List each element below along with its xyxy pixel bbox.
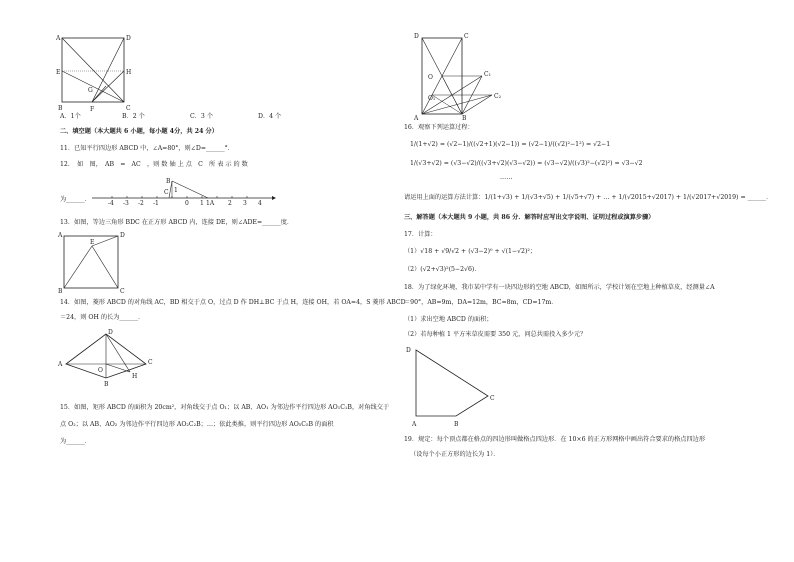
figure-q13 bbox=[58, 230, 128, 294]
fig1-label-f: F bbox=[90, 106, 95, 113]
question-12-line2: 为______． bbox=[60, 196, 91, 203]
question-16-eq1: 1/(1+√2) = (√2−1)/((√2+1)(√2−1)) = (√2−1)/((√2)²−1²) = √2−1 bbox=[410, 141, 611, 148]
q15-label-b: B bbox=[462, 115, 467, 122]
q14-label-b: B bbox=[104, 381, 109, 388]
question-17-title: 17．计算： bbox=[404, 231, 437, 238]
q15-label-o: O bbox=[428, 74, 433, 81]
question-13: 13．如图，等边三角形 BDC 在正方形 ABCD 内，连接 DE，则∠ADE=______度． bbox=[60, 219, 294, 226]
figure-q15 bbox=[410, 32, 505, 122]
question-15-line1: 15．如图，矩形 ABCD 的面积为 20cm²，对角线交于点 O₁；以 AB、AO₁ 为邻边作平行四边形 AO₁C₁B，对角线交于 bbox=[60, 404, 390, 411]
q13-label-b: B bbox=[58, 288, 63, 295]
q14-label-a: A bbox=[58, 361, 63, 368]
numberline-tick: -2 bbox=[138, 200, 144, 207]
numberline-tick: 0 bbox=[185, 200, 189, 207]
question-17-part1: （1）√18 + √9/√2 + (√3−2)⁰ + √(1−√2)²； bbox=[404, 248, 537, 255]
numberline-label-b: B bbox=[166, 178, 171, 185]
q14-label-d: D bbox=[108, 329, 113, 336]
q15-label-d: D bbox=[414, 33, 419, 40]
question-15-line3: 为______． bbox=[60, 438, 91, 445]
question-16-dots: …… bbox=[500, 174, 513, 181]
fig1-label-d: D bbox=[126, 35, 131, 42]
figure-numberline bbox=[92, 176, 302, 206]
numberline-tick: -3 bbox=[123, 200, 129, 207]
question-18-line1: 18．为了绿化环境，我市某中学有一块四边形的空地 ABCD，如图所示，学校计划在空地上种植草皮，经测量∠A bbox=[404, 284, 715, 291]
question-18-part1: （1）求出空地 ABCD 的面积； bbox=[404, 316, 493, 323]
section3-heading: 三、解答题（本大题共 9 小题，共 86 分．解答时应写出文字说明、证明过程或演算步骤） bbox=[404, 214, 655, 221]
question-16-eq2: 1/(√3+√2) = (√3−√2)/((√3+√2)(√3−√2)) = (√3−√2)/((√3)²−(√2)²) = √3−√2 bbox=[410, 160, 643, 167]
choice-d: D．4 个 bbox=[258, 113, 282, 120]
question-19-line2: （设每个小正方形的边长为 1）． bbox=[410, 451, 500, 458]
question-17-part2: （2）(√2+√3)²(5−2√6)． bbox=[404, 266, 481, 273]
q13-label-d: D bbox=[120, 232, 125, 239]
q14-label-c: C bbox=[148, 359, 153, 366]
choice-a: A．1个 bbox=[60, 113, 81, 120]
numberline-label-c: C bbox=[164, 189, 169, 196]
q18-label-c: C bbox=[490, 395, 495, 402]
q15-label-o1: O₁ bbox=[428, 95, 436, 102]
figure-q14 bbox=[58, 328, 158, 388]
q14-label-o: O bbox=[98, 367, 103, 374]
fig1-label-a: A bbox=[56, 35, 61, 42]
choice-c: C．3 个 bbox=[190, 113, 214, 120]
numberline-tick: 3 bbox=[243, 200, 247, 207]
q18-label-d: D bbox=[406, 347, 411, 354]
question-14-line2: ＝24，则 OH 的长为______． bbox=[60, 314, 145, 321]
q13-label-c: C bbox=[120, 288, 125, 295]
figure-q18 bbox=[402, 342, 512, 434]
numberline-tick: -4 bbox=[108, 200, 114, 207]
section2-heading: 二、填空题（本大题共 6 小题，每小题 4分，共 24 分） bbox=[60, 128, 218, 135]
numberline-tick: 4 bbox=[258, 200, 262, 207]
question-19-line1: 19．规定：每个顶点都在格点的四边形叫做格点四边形．在 10×6 的正方形网格中画出符合要求的格点四边形 bbox=[404, 436, 706, 443]
figure-square-efgh bbox=[50, 34, 140, 114]
question-11: 11．已知平行四边形 ABCD 中，∠A=80°，则∠D=______°． bbox=[60, 145, 234, 152]
numberline-tick: 1A bbox=[206, 200, 215, 207]
fig1-label-b: B bbox=[58, 105, 63, 112]
q13-label-a: A bbox=[58, 232, 63, 239]
numberline-tick: 1 bbox=[200, 200, 204, 207]
fig1-label-e: E bbox=[56, 69, 61, 76]
question-12-line1: 12． 如 图， AB = AC ，则 数 轴 上 点 C 所 表 示 的 数 bbox=[60, 161, 248, 168]
choice-b: B．2 个 bbox=[122, 113, 145, 120]
q13-label-e: E bbox=[90, 239, 95, 246]
question-16-apply: 请运用上面的运算方法计算：1/(1+√3) + 1/(√3+√5) + 1/(√5+√7) + … + 1/(√2015+√2017) + 1/(√2017+√2019) = ______． bbox=[404, 194, 773, 201]
q18-label-a: A bbox=[412, 421, 417, 428]
question-18-line2: ＝90°，AB=9m，DA=12m，BC=8m，CD=17m． bbox=[404, 299, 558, 306]
q15-label-c: C bbox=[464, 33, 469, 40]
numberline-tick: -1 bbox=[153, 200, 159, 207]
q15-label-c2: C₂ bbox=[494, 93, 501, 100]
question-15-line2: 点 O₂；以 AB、AO₂ 为邻边作平行四边形 AO₂C₂B；…；依此类推，则平行四边形 AO₅C₅B 的面积 bbox=[60, 421, 334, 428]
numberline-tick: 2 bbox=[228, 200, 232, 207]
numberline-label-one: 1 bbox=[174, 187, 178, 194]
fig1-label-g: G bbox=[88, 87, 93, 94]
q15-label-c1: C₁ bbox=[484, 71, 491, 78]
question-16-title: 16．观察下列运算过程： bbox=[404, 124, 474, 131]
fig1-label-h: H bbox=[126, 69, 132, 76]
question-14-line1: 14．如图，菱形 ABCD 的对角线 AC，BD 相交于点 O，过点 D 作 DH⊥BC 于点 H，连接 OH，若 OA=4，S 菱形 ABCD bbox=[60, 299, 406, 306]
fig1-label-c: C bbox=[126, 105, 131, 112]
question-18-part2: （2）若每种植 1 平方米草皮需要 350 元，问总共需投入多少元？ bbox=[404, 331, 587, 338]
q14-label-h: H bbox=[132, 373, 138, 380]
q15-label-a: A bbox=[414, 115, 419, 122]
q18-label-b: B bbox=[454, 421, 459, 428]
